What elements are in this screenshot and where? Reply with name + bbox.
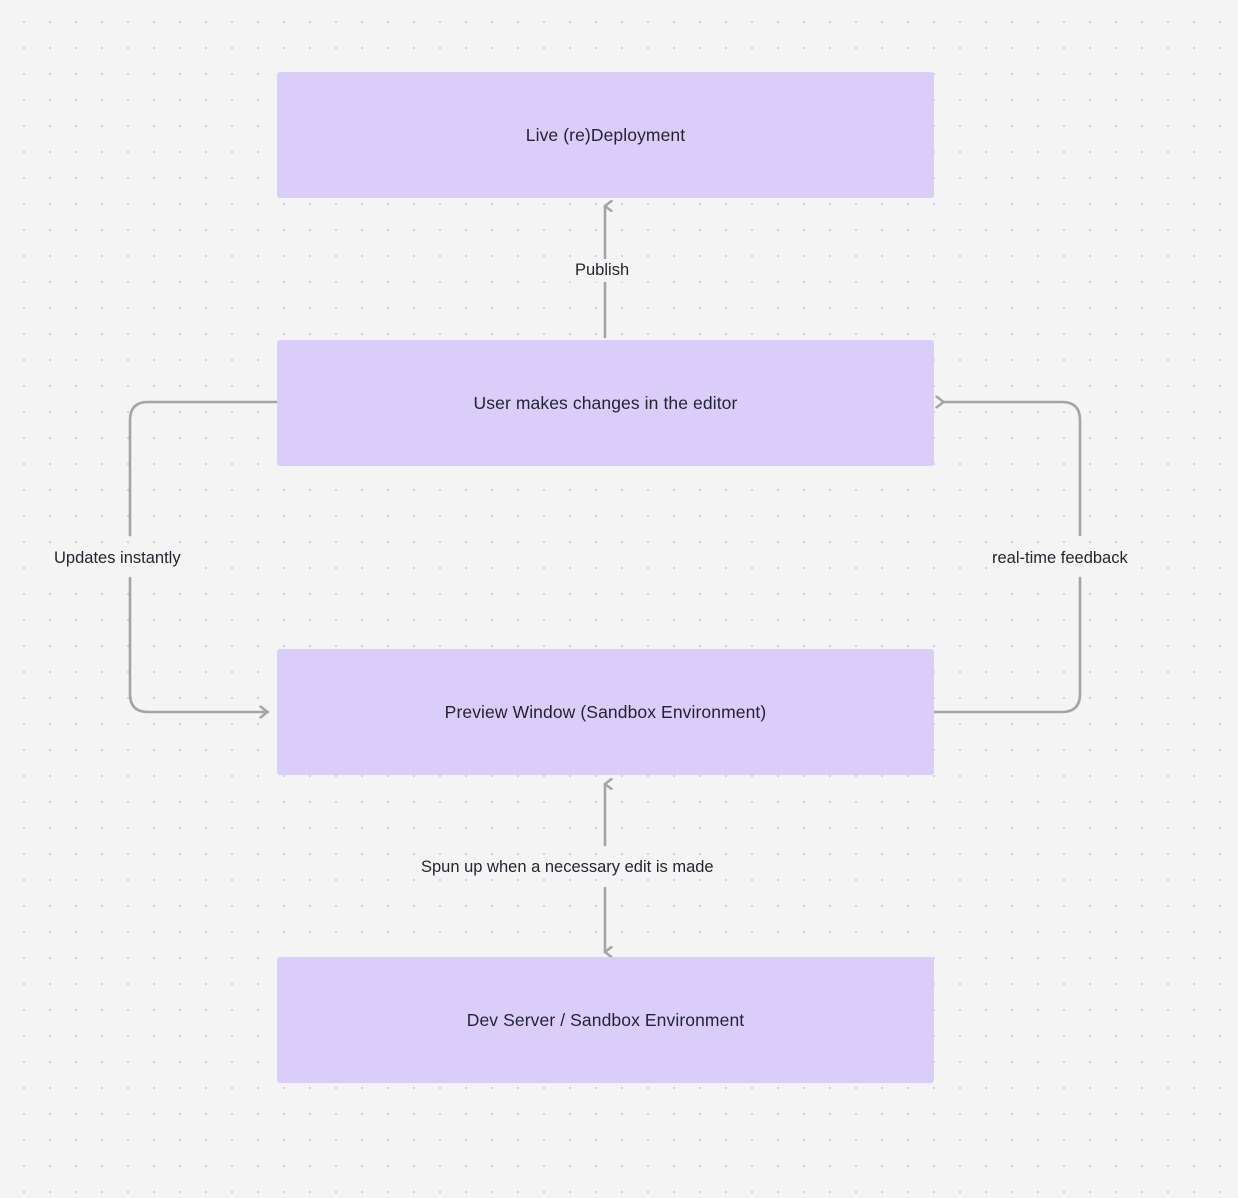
edge-label-publish: Publish (570, 259, 634, 282)
node-label: Preview Window (Sandbox Environment) (444, 701, 767, 722)
node-label: Live (re)Deployment (525, 124, 686, 145)
node-dev-server[interactable] (277, 957, 934, 1083)
node-label: Dev Server / Sandbox Environment (466, 1009, 745, 1030)
edge-updates-path (130, 402, 277, 535)
node-preview-window[interactable] (277, 649, 934, 775)
node-live-redeployment[interactable] (277, 72, 934, 198)
edge-updates-path-arrow (130, 578, 268, 712)
node-label: User makes changes in the editor (473, 392, 738, 413)
edge-realtime-path-arrow (944, 402, 1080, 535)
edge-label-real-time-feedback: real-time feedback (987, 547, 1133, 570)
edge-realtime-path (934, 578, 1080, 712)
edge-label-spun-up: Spun up when a necessary edit is made (416, 856, 719, 879)
node-user-makes-changes[interactable] (277, 340, 934, 466)
edge-label-updates-instantly: Updates instantly (49, 547, 186, 570)
